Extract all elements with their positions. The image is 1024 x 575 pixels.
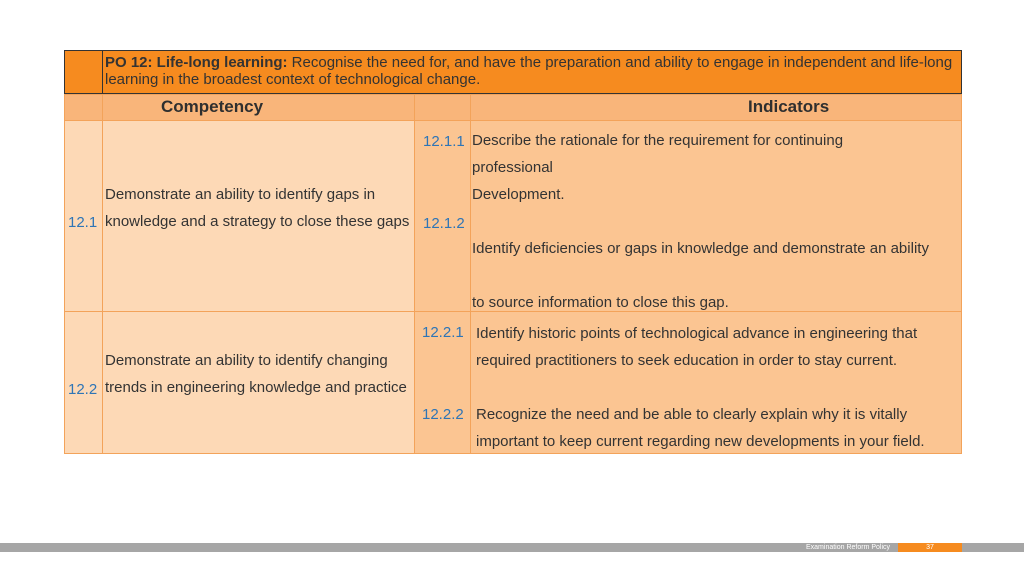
po-label: PO 12: Life-long learning: [105, 54, 288, 71]
indicator-12-2-2-number: 12.2.2 [422, 406, 464, 423]
header-indicator-num-cell [414, 94, 471, 121]
po-title [105, 54, 957, 88]
indicator-12-1-1-line1: Describe the rationale for the requirement for continuing professional [472, 132, 844, 176]
row-12-2-competency: Demonstrate an ability to identify changing trends in engineering knowledge and practice [105, 352, 407, 396]
competency-header: Competency [161, 97, 264, 116]
footer-label: Examination Reform Policy [806, 544, 891, 551]
row-12-1-competency: Demonstrate an ability to identify gaps in knowledge and a strategy to close these gaps [105, 186, 410, 230]
indicator-12-1-2-line1: Identify deficiencies or gaps in knowledge and demonstrate an ability [472, 240, 929, 257]
indicator-12-1-1-number: 12.1.1 [423, 133, 465, 150]
indicator-12-1-1-line2: Development. [472, 186, 565, 203]
indicator-12-2-2: Recognize the need and be able to clearly explain why it is vitally important to keep current regarding new developments in your field. [476, 406, 925, 450]
po-description: Recognise the need for, and have the preparation and ability to engage in independent and life-long learning in the broadest context of technological change. [105, 54, 953, 88]
header-indicators-cell [470, 94, 962, 121]
header-num-cell [64, 94, 103, 121]
indicator-12-2-1-number: 12.2.1 [422, 324, 464, 341]
indicators-header: Indicators [748, 97, 830, 116]
row-12-1-number: 12.1 [68, 214, 98, 231]
page-number: 37 [898, 543, 962, 552]
indicator-12-1-2-number: 12.1.2 [423, 215, 465, 232]
po-row-number-cell [64, 50, 103, 94]
indicator-12-2-1: Identify historic points of technological advance in engineering that required practitioners to seek education in order to stay current. [476, 325, 918, 369]
row-12-2-number: 12.2 [68, 381, 98, 398]
indicator-12-1-2-line2: to source information to close this gap. [472, 294, 729, 311]
